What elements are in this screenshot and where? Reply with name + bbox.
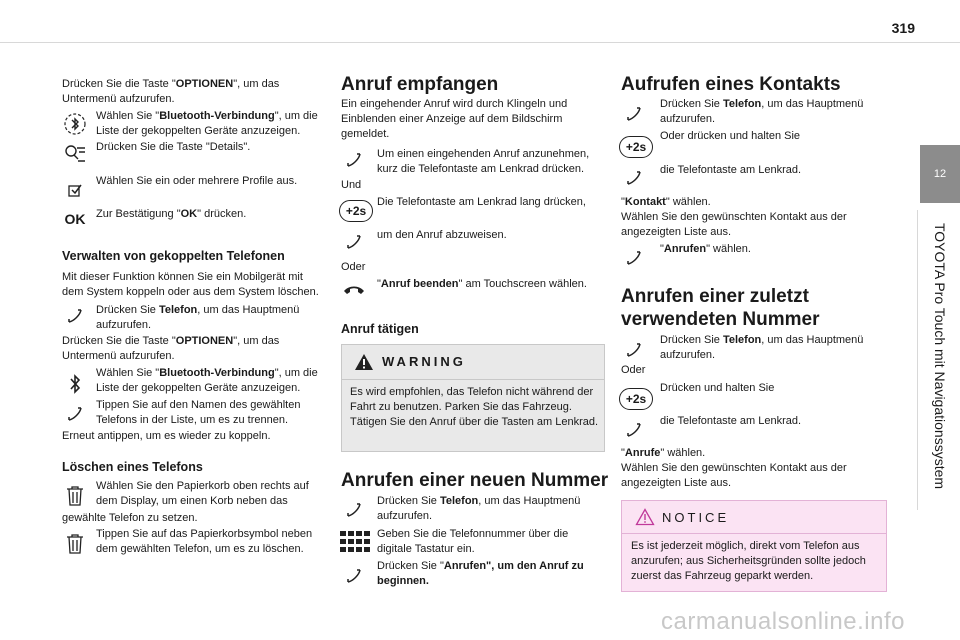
trash-icon [62,484,88,508]
header-rule [0,42,960,43]
col3-p2: Oder drücken und halten Sie [660,130,801,142]
warning-text: Es wird empfohlen, das Telefon nicht während der Fahrt zu benutzen. Parken Sie das Fahrzeug. Tätigen Sie den Anruf über die Tasten am Lenkrad. [350,386,599,428]
trash-icon-2 [62,532,88,556]
col3-p5: Wählen Sie den gewünschten Kontakt aus der angezeigten Liste aus. [621,211,847,238]
heading-recent-number-1: Anrufen einer zuletzt [621,286,809,307]
notice-icon [634,507,656,527]
notice-title: NOTICE [662,510,730,525]
col1-p12: Wählen Sie den Papierkorb oben rechts auf dem Display, um einen Korb neben das [96,480,309,507]
phone-handset-icon-5 [341,500,367,520]
heading-recent-number-2: verwendeten Nummer [621,309,820,330]
phone-handset-icon-4 [341,232,367,252]
ok-icon: OK [64,211,86,227]
col2-p1: Ein eingehender Anruf wird durch Klingeln und Einblenden einer Anzeige auf dem Bildschirm gemeldet. [341,98,568,140]
phone-handset-icon-3 [341,150,367,170]
warning-header [342,345,604,380]
chapter-title-text: TOYOTA Pro Touch mit Navigationssystem [932,222,948,489]
chapter-title [930,213,950,498]
steering-phone-button-icon-2: +2s [619,136,653,158]
steering-phone-button-icon-3: +2s [619,388,653,410]
col1-p10: Tippen Sie auf den Namen des gewählten Telefons in der Liste, um es zu trennen. [96,399,301,426]
warning-box [341,344,605,452]
heading-call-new-number: Anrufen einer neuen Nummer [341,470,609,491]
page-number: 319 [891,20,915,36]
keypad-icon [339,530,371,554]
warning-icon [353,352,375,372]
col2-oder: Oder [341,261,366,273]
col2-p2: Um einen eingehenden Anruf anzunehmen, kurz die Telefontaste am Lenkrad drücken. [377,148,590,175]
col1-p9: Wählen Sie "Bluetooth-Verbindung", um die Liste der gekoppelten Geräte anzuzeigen. [96,367,318,394]
checkbox-icon [62,180,88,200]
col2-und: Und [341,179,362,191]
col1-p11: Erneut antippen, um es wieder zu koppeln. [62,430,271,442]
col2-p3: Die Telefontaste am Lenkrad lang drücken, [377,196,586,208]
notice-box [621,500,887,592]
phone-handset-icon-9 [621,248,647,268]
col3-p7: Drücken Sie Telefon, um das Hauptmenü aufzurufen. [660,334,864,361]
col2-p7: Geben Sie die Telefonnummer über die digitale Tastatur ein. [377,528,569,555]
heading-receive-call: Anruf empfangen [341,74,499,95]
col3-p9: die Telefontaste am Lenkrad. [660,415,802,427]
col1-p6: Mit dieser Funktion können Sie ein Mobilgerät mit dem System koppeln oder aus dem System löschen. [62,271,319,298]
phone-handset-icon-11 [621,420,647,440]
col1-p8: Drücken Sie die Taste "OPTIONEN", um das Untermenü aufzurufen. [62,335,280,362]
col1-p5: Zur Bestätigung "OK" drücken. [96,208,247,220]
col3-p11: Wählen Sie den gewünschten Kontakt aus der angezeigten Liste aus. [621,462,847,489]
notice-text: Es ist jederzeit möglich, direkt vom Telefon aus anzurufen; aus Sicherheitsgründen sollte jedoch zuerst das Fahrzeug geparkt werden. [631,540,866,582]
col3-oder: Oder [621,364,646,376]
col1-p3: Drücken Sie die Taste "Details". [96,141,251,153]
col3-p4: "Kontakt" wählen. [621,196,711,208]
col2-p4: um den Anruf abzuweisen. [377,229,507,241]
heading-make-call: Anruf tätigen [341,322,419,336]
col1-p13: gewählte Telefon zu setzen. [62,512,198,524]
bluetooth-icon [62,372,88,396]
col1-p2: Wählen Sie "Bluetooth-Verbindung", um die Liste der gekoppelten Geräte anzuzeigen. [96,110,318,137]
steering-phone-button-icon: +2s [339,200,373,222]
heading-manage-paired-phones: Verwalten von gekoppelten Telefonen [62,249,285,263]
heading-call-contact: Aufrufen eines Kontakts [621,74,841,95]
notice-header [622,501,886,534]
col2-p6: Drücken Sie Telefon, um das Hauptmenü aufzurufen. [377,495,581,522]
watermark: carmanualsonline.info [661,608,905,635]
heading-delete-phone: Löschen eines Telefons [62,460,203,474]
col1-p7: Drücken Sie Telefon, um das Hauptmenü aufzurufen. [96,304,300,331]
col3-p1: Drücken Sie Telefon, um das Hauptmenü aufzurufen. [660,98,864,125]
col3-p6: "Anrufen" wählen. [660,243,751,255]
phone-handset-icon [62,306,88,326]
col3-p3: die Telefontaste am Lenkrad. [660,164,802,176]
bluetooth-settings-icon [62,111,88,137]
col3-p10: "Anrufe" wählen. [621,447,706,459]
phone-handset-icon-7 [621,104,647,124]
col2-p5: "Anruf beenden" am Touchscreen wählen. [377,278,587,290]
col2-p8: Drücken Sie "Anrufen", um den Anruf zu beginnen. [377,560,584,587]
col3-p8: Drücken und halten Sie [660,382,775,394]
col1-p1: Drücken Sie die Taste "OPTIONEN", um das Untermenü aufzurufen. [62,78,280,105]
hang-up-icon [341,280,367,298]
chapter-tab[interactable]: 12 [920,145,960,203]
phone-handset-icon-6 [341,566,367,586]
col1-p4: Wählen Sie ein oder mehrere Profile aus. [96,175,298,187]
phone-handset-icon-2 [62,404,88,424]
details-icon [62,141,88,167]
side-rule [917,210,918,510]
phone-handset-icon-10 [621,340,647,360]
col1-p14: Tippen Sie auf das Papierkorbsymbol neben dem gewählten Telefon, um es zu löschen. [96,528,313,555]
warning-title: WARNING [382,354,466,369]
phone-handset-icon-8 [621,168,647,188]
